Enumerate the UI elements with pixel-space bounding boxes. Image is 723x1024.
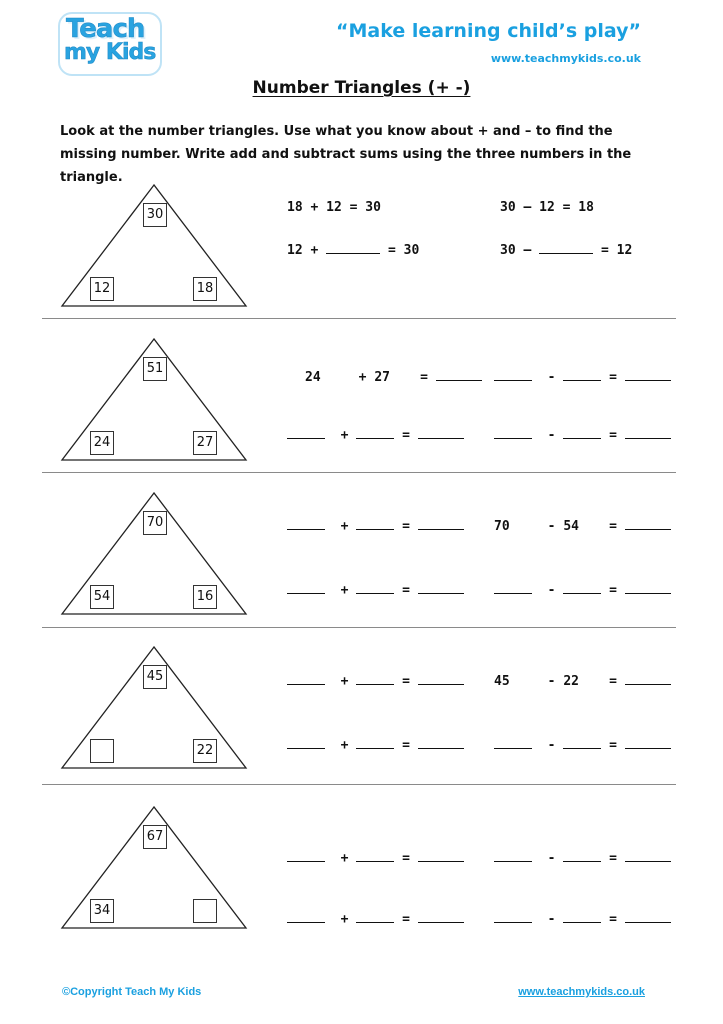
equals-sign: = <box>609 519 617 534</box>
top-number-box: 67 <box>143 825 167 849</box>
operator-sign: – <box>523 200 532 215</box>
answer-blank[interactable] <box>418 910 464 923</box>
answer-blank[interactable] <box>625 849 671 862</box>
sum-number: 27 <box>374 370 390 385</box>
operator-sign: + <box>340 583 349 598</box>
subtraction-sum <box>494 849 671 866</box>
top-number-box: 70 <box>143 511 167 535</box>
operator-sign: + <box>310 200 319 215</box>
answer-blank[interactable] <box>625 672 671 685</box>
addition-sum <box>287 910 464 927</box>
equals-sign: = <box>402 519 410 534</box>
subtraction-sum <box>494 426 671 443</box>
answer-blank[interactable] <box>563 426 601 439</box>
top-number-box: 30 <box>143 203 167 227</box>
operator-sign: + <box>340 851 349 866</box>
addition-sum <box>287 581 464 598</box>
number-triangle <box>60 337 250 467</box>
answer-blank[interactable] <box>287 849 325 862</box>
number-triangle <box>60 805 250 935</box>
answer-blank[interactable] <box>418 849 464 862</box>
left-number-box[interactable] <box>90 739 114 763</box>
operator-sign: + <box>310 243 319 258</box>
top-number-box: 51 <box>143 357 167 381</box>
sum-number: 22 <box>563 674 579 689</box>
number-triangle <box>60 645 250 775</box>
left-number-box: 34 <box>90 899 114 923</box>
answer-blank[interactable] <box>356 672 394 685</box>
right-number-box[interactable] <box>193 899 217 923</box>
subtraction-sum <box>494 368 671 385</box>
operator-sign: - <box>547 738 556 753</box>
right-number-box: 27 <box>193 431 217 455</box>
logo-line1: Teach <box>66 14 145 44</box>
number-triangle <box>60 183 250 313</box>
answer-blank[interactable] <box>563 368 601 381</box>
triangle-shape-icon <box>60 183 250 309</box>
answer-blank[interactable] <box>356 736 394 749</box>
answer-blank[interactable] <box>494 849 532 862</box>
addition-sum <box>287 672 464 689</box>
sum-number: 18 <box>287 200 303 215</box>
answer-blank[interactable] <box>418 426 464 439</box>
answer-blank[interactable] <box>494 910 532 923</box>
sum-number: 30 <box>500 243 516 258</box>
operator-sign: - <box>547 519 556 534</box>
equals-sign: = <box>609 370 617 385</box>
addition-sum <box>287 849 464 866</box>
operator-sign: + <box>340 912 349 927</box>
operator-sign: - <box>547 370 556 385</box>
answer-blank[interactable] <box>418 736 464 749</box>
operator-sign: + <box>340 519 349 534</box>
operator-sign: + <box>340 428 349 443</box>
sum-number: 30 <box>500 200 516 215</box>
subtraction-sum <box>494 517 671 534</box>
addition-sum <box>287 426 464 443</box>
tagline: “Make learning child’s play” <box>336 20 641 42</box>
answer-blank[interactable] <box>287 426 325 439</box>
page-title-text: Number Triangles (+ -) <box>252 78 471 98</box>
addition-sum <box>287 736 464 753</box>
equals-sign: = <box>402 428 410 443</box>
equals-sign: = <box>609 674 617 689</box>
sum-number: 54 <box>563 519 579 534</box>
answer-blank[interactable] <box>418 517 464 530</box>
sum-number: 45 <box>494 674 510 689</box>
footer-url-link[interactable]: www.teachmykids.co.uk <box>518 986 645 998</box>
answer-blank[interactable] <box>539 241 593 254</box>
answer-blank[interactable] <box>287 581 325 594</box>
sum-number: 70 <box>494 519 510 534</box>
right-number-box: 16 <box>193 585 217 609</box>
addition-sum <box>287 368 482 385</box>
answer-blank[interactable] <box>625 910 671 923</box>
operator-sign: - <box>547 912 556 927</box>
left-number-box: 54 <box>90 585 114 609</box>
answer-blank[interactable] <box>494 368 532 381</box>
operator-sign: - <box>547 851 556 866</box>
sum-number: 12 <box>616 243 633 258</box>
subtraction-sum <box>494 672 671 689</box>
answer-blank[interactable] <box>494 581 532 594</box>
equals-sign: = <box>402 583 410 598</box>
answer-blank[interactable] <box>418 581 464 594</box>
right-number-box: 18 <box>193 277 217 301</box>
footer-copyright: ©Copyright Teach My Kids <box>62 986 202 998</box>
operator-sign: - <box>547 674 556 689</box>
answer-blank[interactable] <box>625 736 671 749</box>
sum-number: 24 <box>305 370 321 385</box>
answer-blank[interactable] <box>563 581 601 594</box>
answer-blank[interactable] <box>287 910 325 923</box>
triangle-shape-icon <box>60 337 250 463</box>
answer-blank[interactable] <box>356 849 394 862</box>
answer-blank[interactable] <box>356 581 394 594</box>
triangle-shape-icon <box>60 805 250 931</box>
answer-blank[interactable] <box>356 426 394 439</box>
subtraction-sum <box>500 241 632 258</box>
addition-sum <box>287 200 381 215</box>
section-divider <box>42 627 676 628</box>
answer-blank[interactable] <box>436 368 482 381</box>
equals-sign: = <box>387 243 396 258</box>
subtraction-sum <box>494 910 671 927</box>
equals-sign: = <box>402 851 410 866</box>
subtraction-sum <box>494 581 671 598</box>
operator-sign: + <box>340 674 349 689</box>
sum-number: 30 <box>365 200 381 215</box>
answer-blank[interactable] <box>326 241 380 254</box>
equals-sign: = <box>402 912 410 927</box>
equals-sign: = <box>609 583 617 598</box>
logo-line2: my Kids <box>64 40 156 65</box>
answer-blank[interactable] <box>625 517 671 530</box>
instructions: Look at the number triangles. Use what you know about + and – to find the missing number. Write add and subtract sums using the three numbers in the triangle. <box>60 124 632 185</box>
answer-blank[interactable] <box>625 426 671 439</box>
operator-sign: – <box>523 243 532 258</box>
answer-blank[interactable] <box>563 910 601 923</box>
sum-number: 12 <box>539 200 555 215</box>
equals-sign: = <box>600 243 609 258</box>
header-url: www.teachmykids.co.uk <box>490 52 641 65</box>
left-number-box: 12 <box>90 277 114 301</box>
equals-sign: = <box>609 738 617 753</box>
equals-sign: = <box>609 912 617 927</box>
answer-blank[interactable] <box>625 368 671 381</box>
answer-blank[interactable] <box>494 736 532 749</box>
answer-blank[interactable] <box>625 581 671 594</box>
answer-blank[interactable] <box>287 672 325 685</box>
sum-number: 18 <box>578 200 594 215</box>
left-number-box: 24 <box>90 431 114 455</box>
answer-blank[interactable] <box>494 426 532 439</box>
section-divider <box>42 318 676 319</box>
operator-sign: + <box>340 738 349 753</box>
sum-number: 12 <box>326 200 342 215</box>
answer-blank[interactable] <box>356 517 394 530</box>
equals-sign: = <box>402 674 410 689</box>
answer-blank[interactable] <box>563 849 601 862</box>
answer-blank[interactable] <box>287 736 325 749</box>
section-divider <box>42 472 676 473</box>
answer-blank[interactable] <box>287 517 325 530</box>
number-triangle <box>60 491 250 621</box>
equals-sign: = <box>402 738 410 753</box>
answer-blank[interactable] <box>563 736 601 749</box>
page-title <box>0 78 723 98</box>
equals-sign: = <box>420 370 428 385</box>
subtraction-sum <box>494 736 671 753</box>
teachmykids-logo <box>62 16 158 72</box>
equals-sign: = <box>562 200 571 215</box>
subtraction-sum <box>500 200 594 215</box>
operator-sign: + <box>358 370 367 385</box>
operator-sign: - <box>547 583 556 598</box>
top-number-box: 45 <box>143 665 167 689</box>
addition-sum <box>287 517 464 534</box>
sum-number: 30 <box>403 243 420 258</box>
operator-sign: - <box>547 428 556 443</box>
equals-sign: = <box>349 200 358 215</box>
sum-number: 12 <box>287 243 303 258</box>
triangle-shape-icon <box>60 491 250 617</box>
right-number-box: 22 <box>193 739 217 763</box>
answer-blank[interactable] <box>418 672 464 685</box>
section-divider <box>42 784 676 785</box>
equals-sign: = <box>609 428 617 443</box>
triangle-shape-icon <box>60 645 250 771</box>
equals-sign: = <box>609 851 617 866</box>
answer-blank[interactable] <box>356 910 394 923</box>
addition-sum <box>287 241 419 258</box>
